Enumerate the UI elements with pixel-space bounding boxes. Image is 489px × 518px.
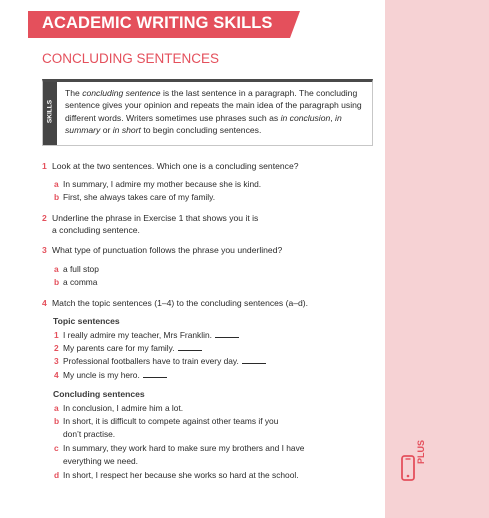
question-2-line-2: a concluding sentence.: [52, 225, 140, 235]
answer-blank[interactable]: [178, 350, 202, 351]
skills-tab-label: SKILLS: [46, 99, 54, 124]
concluding-sentence-a: a In conclusion, I admire him a lot.: [54, 403, 184, 413]
q1-option-a[interactable]: a In summary, I admire my mother because she is kind.: [54, 179, 262, 189]
question-1: 1 Look at the two sentences. Which one is a concluding sentence?: [42, 161, 299, 171]
concluding-sentence-b: b In short, it is difficult to compete against other teams if you: [54, 416, 279, 426]
plus-label: PLUS: [416, 439, 426, 464]
topic-sentence-4: 4 My uncle is my hero.: [54, 369, 167, 381]
question-4: 4 Match the topic sentences (1–4) to the concluding sentences (a–d).: [42, 298, 309, 308]
skills-tab: [43, 82, 57, 145]
concluding-sentence-d: d In short, I respect her because she works so hard at the school.: [54, 470, 299, 480]
concluding-sentence-c: c In summary, they work hard to make sure my brothers and I have: [54, 443, 305, 453]
concluding-sentences-heading: Concluding sentences: [53, 389, 145, 399]
question-3: 3 What type of punctuation follows the phrase you underlined?: [42, 245, 283, 255]
q3-option-a[interactable]: a a full stop: [54, 264, 99, 274]
topic-sentence-2: 2 My parents care for my family.: [54, 342, 202, 354]
skills-text: The concluding sentence is the last sentence in a paragraph. The concluding sentence gives your opinion and repeats the main idea of the paragraph using different words. Writers sometimes use phrases such as in conclusion, in summary or in short to begin concluding sentences.: [65, 88, 362, 136]
topic-sentence-3: 3 Professional footballers have to train every day.: [54, 355, 266, 367]
concluding-sentence-c-cont: everything we need.: [63, 456, 138, 466]
answer-blank[interactable]: [215, 337, 239, 338]
section-subtitle: CONCLUDING SENTENCES: [42, 51, 220, 66]
concluding-sentence-b-cont: don’t practise.: [63, 429, 116, 439]
q1-option-b[interactable]: b First, she always takes care of my family.: [54, 192, 216, 202]
topic-sentences-heading: Topic sentences: [53, 316, 120, 326]
page-title: ACADEMIC WRITING SKILLS: [42, 14, 273, 32]
topic-sentence-1: 1 I really admire my teacher, Mrs Franklin.: [54, 329, 239, 341]
answer-blank[interactable]: [143, 377, 167, 378]
phone-icon[interactable]: [401, 455, 415, 481]
skills-box: [42, 79, 373, 146]
question-2: 2 Underline the phrase in Exercise 1 that shows you it is: [42, 213, 259, 223]
q3-option-b[interactable]: b a comma: [54, 277, 98, 287]
side-strip: [385, 0, 489, 518]
answer-blank[interactable]: [242, 363, 266, 364]
